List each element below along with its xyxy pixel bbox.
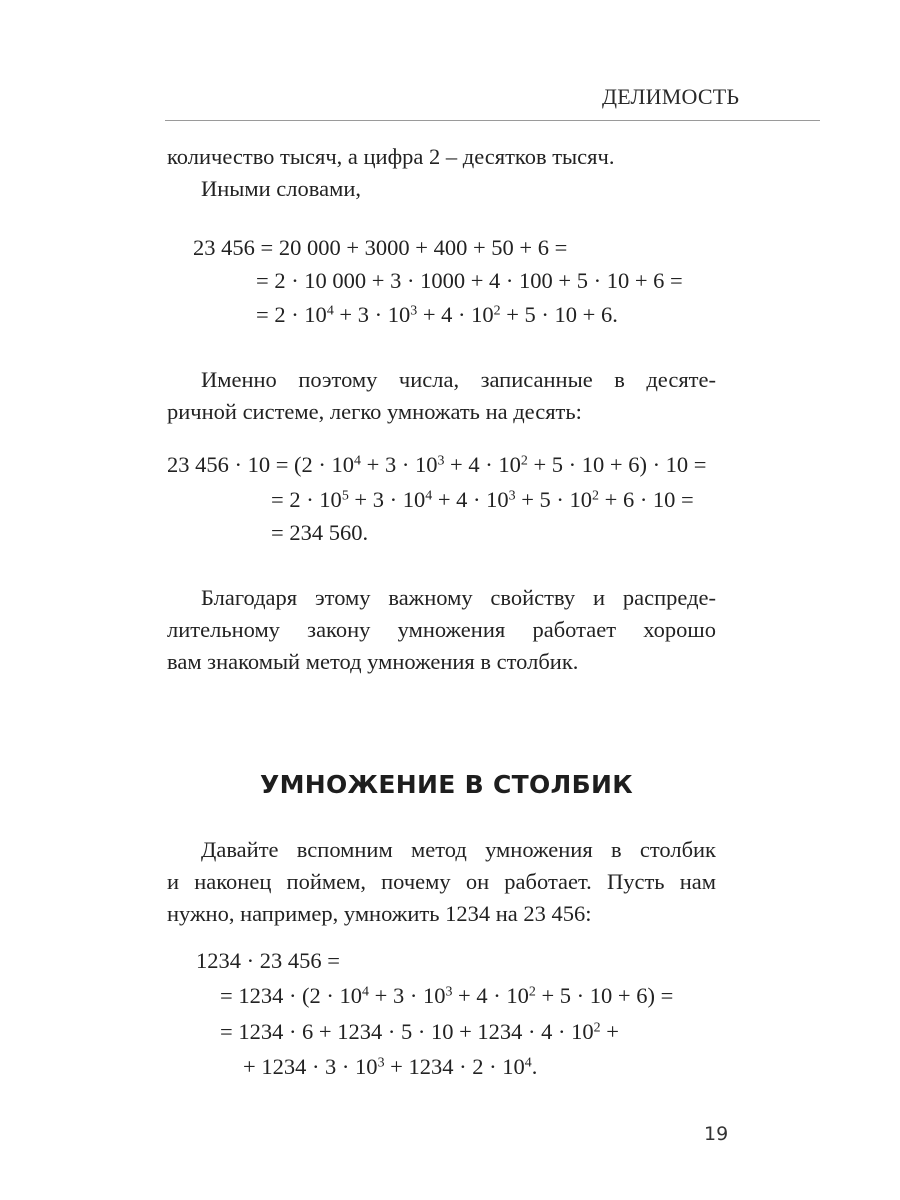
math-text: + 6 · 10 = — [599, 487, 694, 512]
equation-line — [256, 302, 618, 328]
text-line: Именно поэтому числа, записанные в десяте- — [201, 367, 716, 392]
math-text: + 4 · 10 — [452, 983, 529, 1008]
text-line: Благодаря этому важному свойству и распреде- — [201, 585, 716, 610]
math-text: + 3 · 10 — [361, 452, 438, 477]
text-line: Иными словами, — [201, 176, 361, 201]
exponent: 2 — [493, 303, 501, 319]
equation-line — [220, 983, 673, 1009]
math-text: + 4 · 10 — [432, 487, 509, 512]
math-text: + 1234 · 3 · 10 — [243, 1054, 378, 1079]
math-text: + 4 · 10 — [444, 452, 521, 477]
equation-line — [193, 235, 567, 261]
exponent: 4 — [524, 1055, 532, 1071]
math-text: = 1234 · 6 + 1234 · 5 · 10 + 1234 · 4 · 10 — [220, 1019, 594, 1044]
math-text: + 3 · 10 — [333, 302, 411, 327]
exponent: 3 — [445, 984, 453, 1000]
equation-line — [167, 452, 707, 478]
equation-line: = 2 · 10 000 + 3 · 1000 + 4 · 100 + 5 · 10 + 6 = — [256, 268, 683, 293]
math-text: + 5 · 10 + 6. — [500, 302, 618, 327]
exponent: 2 — [593, 1020, 601, 1036]
math-text: . — [531, 1054, 538, 1079]
math-text: + 1234 · 2 · 10 — [384, 1054, 525, 1079]
exponent: 2 — [592, 488, 599, 504]
header-rule — [165, 120, 820, 121]
exponent: 4 — [425, 488, 433, 504]
exponent: 4 — [362, 984, 370, 1000]
text-line: и наконец поймем, почему он работает. Пусть нам — [167, 869, 716, 894]
math-text: + 3 · 10 — [348, 487, 426, 512]
math-text: = 2 · 10 — [256, 302, 327, 327]
math-text: + — [600, 1019, 619, 1044]
page-number: 19 — [704, 1123, 729, 1145]
text-line: вам знакомый метод умножения в столбик. — [167, 649, 579, 674]
running-head: ДЕЛИМОСТЬ — [602, 84, 740, 109]
equation-line — [243, 1054, 537, 1080]
equation-lhs: 23 456 — [193, 235, 255, 260]
equation-line: = 234 560. — [271, 520, 369, 545]
math-text: + 5 · 10 + 6) · 10 = — [527, 452, 707, 477]
text-line: нужно, например, умножить 1234 на 23 456: — [167, 901, 592, 926]
text-line: Давайте вспомним метод умножения в столбик — [201, 837, 716, 862]
math-text: + 5 · 10 — [515, 487, 593, 512]
section-heading: УМНОЖЕНИЕ В СТОЛБИК — [260, 770, 633, 799]
text-line: количество тысяч, а цифра 2 – десятков тысяч. — [167, 144, 615, 169]
math-text: = 2 · 10 — [271, 487, 342, 512]
math-text: + 5 · 10 + 6) = — [535, 983, 674, 1008]
equation-line: 1234 · 23 456 = — [196, 948, 340, 973]
exponent: 5 — [341, 488, 349, 504]
equation-line — [271, 487, 694, 513]
exponent: 2 — [520, 453, 528, 469]
math-text: + 3 · 10 — [369, 983, 446, 1008]
text-line: ричной системе, легко умножать на десять: — [167, 399, 582, 424]
math-text: = 1234 · (2 · 10 — [220, 983, 363, 1008]
equation-line — [220, 1019, 619, 1045]
math-text: 23 456 · 10 = (2 · 10 — [167, 452, 355, 477]
exponent: 3 — [377, 1055, 385, 1071]
exponent: 4 — [354, 453, 362, 469]
exponent: 3 — [410, 303, 418, 319]
exponent: 3 — [437, 453, 445, 469]
equation-rhs: = 20 000 + 3000 + 400 + 50 + 6 = — [260, 235, 568, 260]
exponent: 2 — [528, 984, 536, 1000]
text-line: лительному закону умножения работает хорошо — [167, 617, 716, 642]
math-text: + 4 · 10 — [417, 302, 494, 327]
exponent: 3 — [508, 488, 516, 504]
exponent: 4 — [326, 303, 334, 319]
